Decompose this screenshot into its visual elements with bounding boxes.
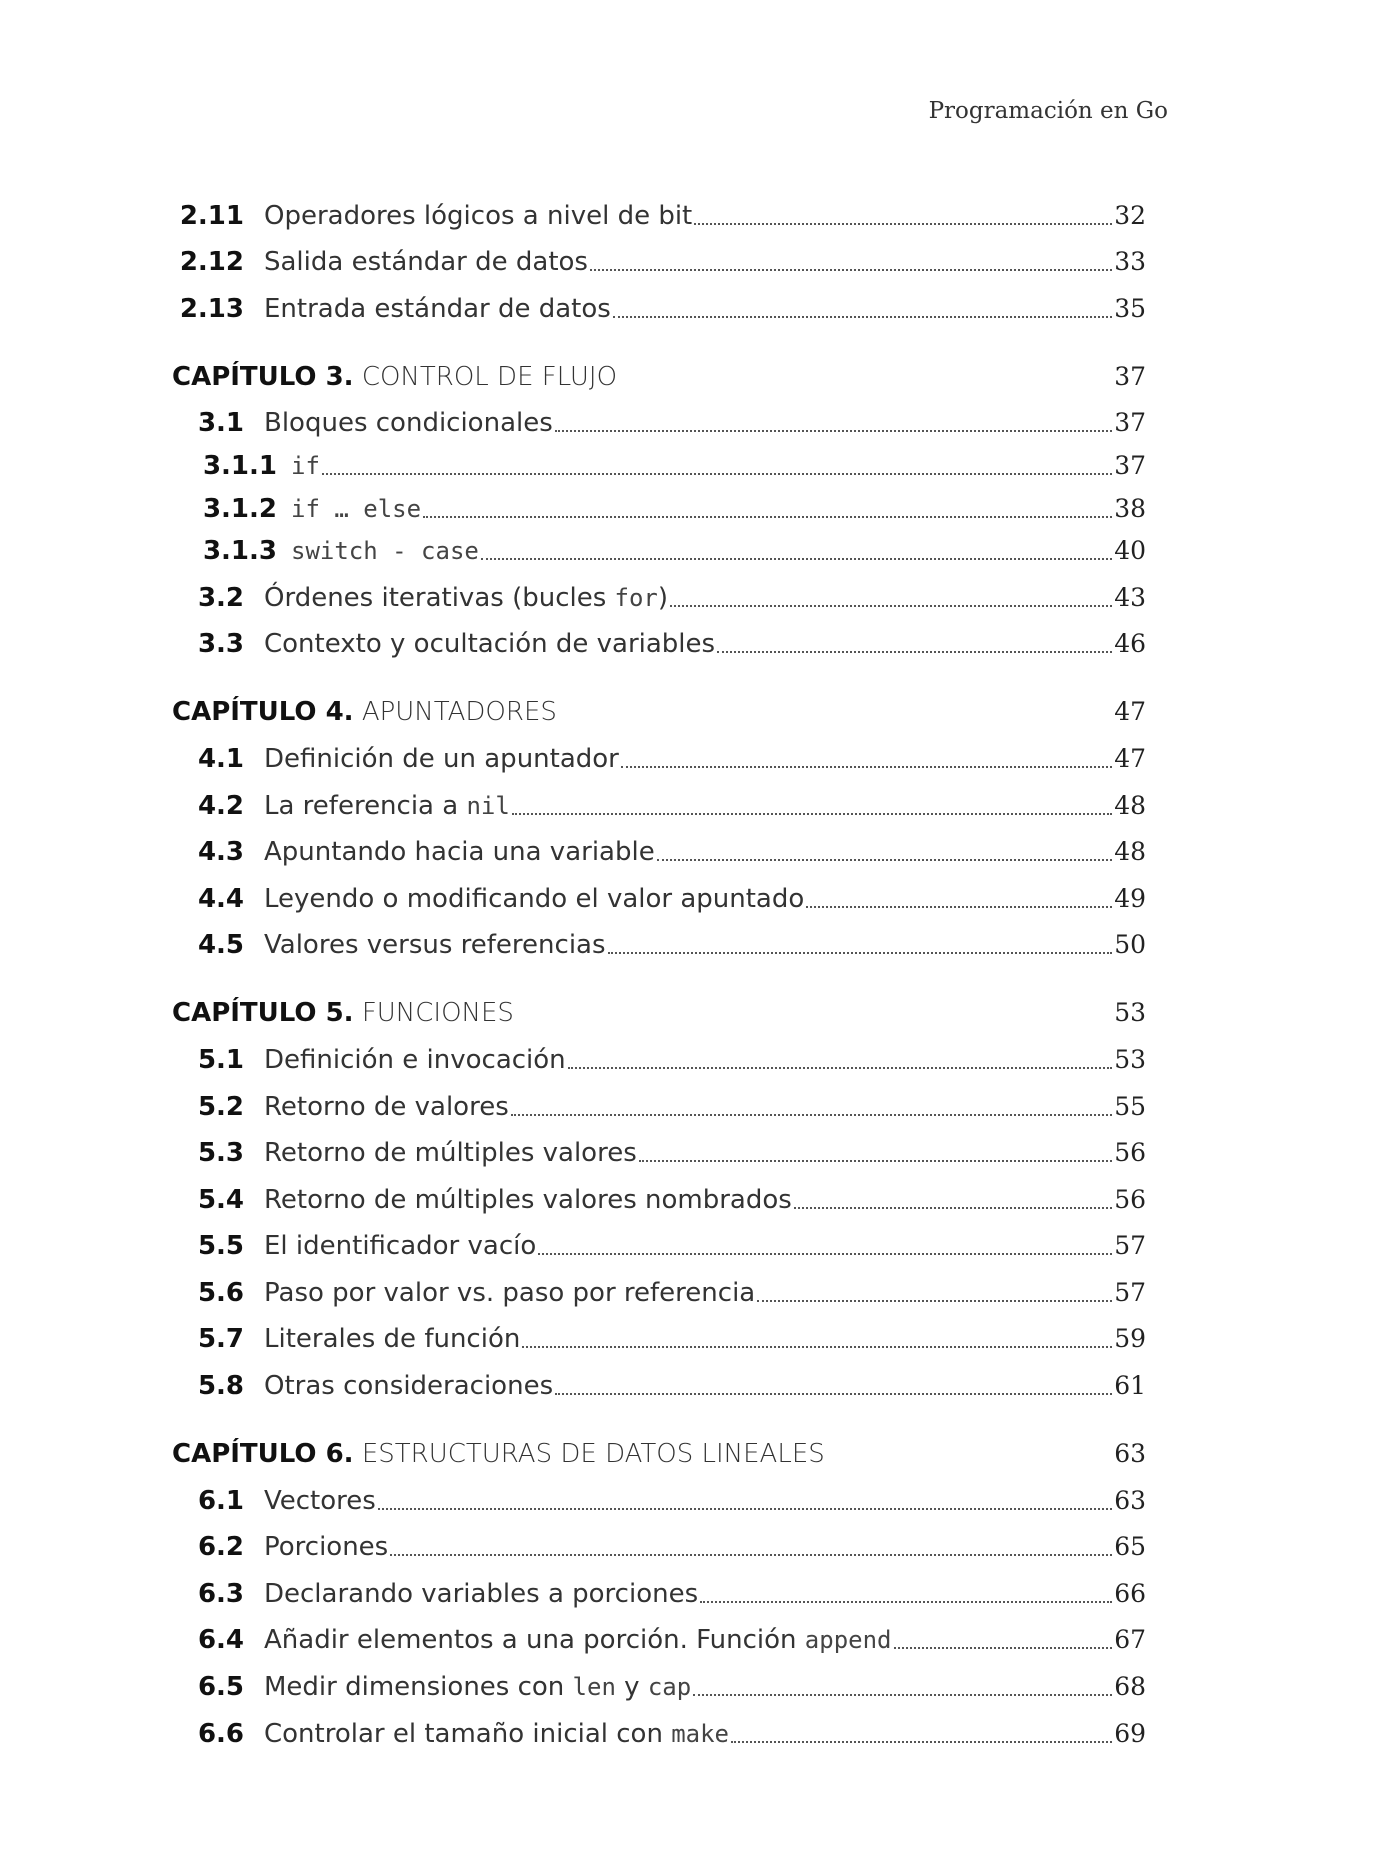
code-term: cap [647, 1673, 692, 1702]
toc-entry[interactable] [172, 1077, 1146, 1124]
dot-leader [639, 1160, 1112, 1162]
page-number: 57 [1114, 1277, 1146, 1307]
section-title [264, 627, 715, 661]
section-title [264, 1530, 388, 1564]
page-number: 57 [1114, 1231, 1146, 1261]
dot-leader [511, 1114, 1112, 1116]
toc-entry[interactable] [172, 568, 1146, 615]
dot-leader [390, 1554, 1112, 1556]
chapter-number: CAPÍTULO 4. [172, 697, 354, 728]
code-term: if [291, 451, 320, 480]
page-number: 37 [1114, 408, 1146, 438]
page-number: 68 [1114, 1672, 1146, 1702]
page-number: 43 [1114, 582, 1146, 612]
toc-entry[interactable] [172, 1263, 1146, 1310]
section-number: 5.6 [197, 1277, 244, 1308]
title-text: y [615, 1672, 648, 1703]
dot-leader [378, 1508, 1112, 1510]
dot-leader [423, 516, 1112, 518]
section-number: 4.3 [197, 837, 244, 868]
title-text: Valores versus referencias [264, 930, 606, 961]
toc-entry[interactable] [172, 1170, 1146, 1217]
page-number: 47 [1114, 743, 1146, 773]
page-number: 56 [1114, 1184, 1146, 1214]
section-number: 6.4 [197, 1625, 244, 1656]
dot-leader [322, 473, 1112, 475]
chapter-title [172, 360, 617, 394]
section-number: 3.3 [197, 629, 244, 660]
toc-subentry[interactable] [172, 440, 1146, 483]
section-number: 5.1 [197, 1044, 244, 1075]
title-text: Paso por valor vs. paso por referencia [264, 1277, 756, 1308]
code-term: make [671, 1719, 729, 1748]
dot-leader [794, 1207, 1112, 1209]
dot-leader [538, 1253, 1112, 1255]
section-number: 3.2 [197, 582, 244, 613]
toc-entry[interactable] [172, 1611, 1146, 1658]
page-number: 59 [1114, 1324, 1146, 1354]
dot-leader [731, 1741, 1112, 1743]
page-number: 48 [1114, 837, 1146, 867]
page-number: 48 [1114, 790, 1146, 820]
page-number: 47 [1114, 697, 1146, 727]
section-title [264, 245, 588, 279]
section-title [264, 581, 668, 615]
section-number: 2.13 [179, 293, 244, 324]
title-text: Controlar el tamaño inicial con [264, 1718, 672, 1749]
section-title [264, 882, 804, 916]
title-text: Añadir elementos a una porción. Función [264, 1625, 805, 1656]
page-number: 40 [1114, 536, 1146, 566]
page-number: 56 [1114, 1138, 1146, 1168]
title-text: Retorno de valores [264, 1091, 509, 1122]
dot-leader [693, 1694, 1112, 1696]
section-title [264, 1577, 698, 1611]
dot-leader [481, 558, 1112, 560]
page-number: 32 [1114, 200, 1146, 230]
section-number: 6.6 [197, 1718, 244, 1749]
page-number: 63 [1114, 1485, 1146, 1515]
dot-leader [512, 813, 1112, 815]
section-number: 5.2 [197, 1091, 244, 1122]
code-term: append [804, 1626, 892, 1655]
title-text: Órdenes iterativas (bucles [264, 582, 615, 613]
chapter-title [172, 1437, 825, 1471]
section-number: 5.5 [197, 1231, 244, 1262]
dot-leader [694, 223, 1112, 225]
chapter-number: CAPÍTULO 5. [172, 998, 354, 1029]
page-number: 61 [1114, 1371, 1146, 1401]
toc-entry[interactable] [172, 186, 1146, 233]
page-number: 65 [1114, 1532, 1146, 1562]
title-text: Medir dimensiones con [264, 1672, 573, 1703]
dot-leader [806, 906, 1112, 908]
toc-entry[interactable] [172, 279, 1146, 326]
chapter-name: FUNCIONES [361, 998, 514, 1029]
chapter-name: CONTROL DE FLUJO [361, 361, 618, 392]
title-text: El identificador vacío [264, 1231, 537, 1262]
toc-entry[interactable] [172, 729, 1146, 776]
page-number: 38 [1114, 493, 1146, 523]
page-number: 37 [1114, 450, 1146, 480]
chapter-heading[interactable] [172, 348, 1146, 394]
toc-entry[interactable] [172, 1030, 1146, 1077]
title-text: Retorno de múltiples valores nombrados [264, 1184, 792, 1215]
section-title [264, 1276, 755, 1310]
section-title [264, 1229, 536, 1263]
code-term: if … else [291, 494, 422, 523]
page-number: 49 [1114, 883, 1146, 913]
section-title [264, 1183, 792, 1217]
section-number: 2.12 [179, 247, 244, 278]
toc-entry[interactable] [172, 776, 1146, 823]
title-text: Apuntando hacia una variable [264, 837, 655, 868]
toc-entry[interactable] [172, 233, 1146, 280]
section-number: 6.5 [197, 1672, 244, 1703]
toc-entry[interactable] [172, 1310, 1146, 1357]
chapter-number: CAPÍTULO 3. [172, 361, 354, 392]
toc-entry[interactable] [172, 1217, 1146, 1264]
section-title [264, 1090, 509, 1124]
title-text: Entrada estándar de datos [264, 293, 611, 324]
page-number: 63 [1114, 1439, 1146, 1469]
dot-leader [568, 1067, 1113, 1069]
title-text: Vectores [264, 1485, 376, 1516]
code-term: switch - case [291, 537, 479, 566]
title-text: Leyendo o modificando el valor apuntado [264, 883, 805, 914]
dot-leader [700, 1601, 1112, 1603]
section-title [264, 1043, 566, 1077]
title-text: Definición e invocación [264, 1044, 566, 1075]
toc-entry[interactable] [172, 1356, 1146, 1403]
section-title [264, 199, 692, 233]
section-title [264, 742, 619, 776]
dot-leader [555, 430, 1112, 432]
section-title [264, 1484, 376, 1518]
title-text: Declarando variables a porciones [264, 1578, 699, 1609]
title-text: Porciones [264, 1532, 389, 1563]
section-title [264, 835, 655, 869]
section-number: 4.4 [197, 883, 244, 914]
toc-entry[interactable] [172, 1564, 1146, 1611]
section-title [264, 1717, 729, 1751]
section-number: 4.1 [197, 743, 244, 774]
title-text: Literales de función [264, 1324, 521, 1355]
toc-entry[interactable] [172, 615, 1146, 662]
dot-leader [657, 859, 1112, 861]
dot-leader [608, 952, 1113, 954]
section-title [264, 1369, 553, 1403]
section-number: 3.1.2 [202, 493, 277, 524]
toc-entry[interactable] [172, 823, 1146, 870]
chapter-heading[interactable] [172, 683, 1146, 729]
title-text: Retorno de múltiples valores [264, 1138, 637, 1169]
section-number: 6.2 [197, 1532, 244, 1563]
section-title [264, 1136, 637, 1170]
title-text: Otras consideraciones [264, 1371, 554, 1402]
page-number: 67 [1114, 1625, 1146, 1655]
toc-entry[interactable] [172, 394, 1146, 441]
code-term: for [614, 583, 658, 612]
page-number: 50 [1114, 930, 1146, 960]
title-text: Operadores lógicos a nivel de bit [264, 200, 693, 231]
toc-subentry[interactable] [172, 483, 1146, 526]
chapter-title [172, 996, 514, 1030]
title-text: Bloques condicionales [264, 408, 553, 439]
dot-leader [555, 1393, 1112, 1395]
title-text: Definición de un apuntador [264, 743, 619, 774]
toc-entry[interactable] [172, 1124, 1146, 1171]
section-number: 6.1 [197, 1485, 244, 1516]
section-title [291, 492, 421, 526]
title-text: La referencia a [264, 790, 467, 821]
title-text: Contexto y ocultación de variables [264, 629, 716, 660]
running-head: Programación en Go [928, 98, 1168, 124]
dot-leader [522, 1346, 1112, 1348]
dot-leader [717, 651, 1112, 653]
section-number: 3.1.3 [202, 536, 277, 567]
section-number: 3.1.1 [202, 450, 277, 481]
section-title [264, 928, 606, 962]
dot-leader [757, 1300, 1112, 1302]
section-number: 5.7 [197, 1324, 244, 1355]
page-number: 37 [1114, 361, 1146, 391]
dot-leader [670, 605, 1112, 607]
section-title [264, 292, 611, 326]
section-number: 6.3 [197, 1578, 244, 1609]
chapter-name: APUNTADORES [361, 697, 557, 728]
section-number: 5.8 [197, 1371, 244, 1402]
toc-entry[interactable] [172, 1657, 1146, 1704]
dot-leader [621, 766, 1112, 768]
page-number: 69 [1114, 1718, 1146, 1748]
section-number: 5.3 [197, 1138, 244, 1169]
page-number: 35 [1114, 293, 1146, 323]
dot-leader [894, 1647, 1113, 1649]
section-title [291, 534, 479, 568]
code-term: nil [466, 791, 510, 820]
section-number: 2.11 [179, 200, 244, 231]
chapter-number: CAPÍTULO 6. [172, 1439, 354, 1470]
code-term: len [572, 1673, 616, 1702]
dot-leader [590, 269, 1112, 271]
page-number: 53 [1114, 998, 1146, 1028]
section-title [291, 449, 320, 483]
page-number: 66 [1114, 1578, 1146, 1608]
toc-subentry[interactable] [172, 526, 1146, 569]
page-number: 53 [1114, 1044, 1146, 1074]
toc-entry[interactable] [172, 1518, 1146, 1565]
section-title [264, 789, 510, 823]
chapter-heading[interactable] [172, 1425, 1146, 1471]
toc-entry[interactable] [172, 1704, 1146, 1751]
section-number: 5.4 [197, 1184, 244, 1215]
page-number: 55 [1114, 1091, 1146, 1121]
toc-entry[interactable] [172, 916, 1146, 963]
dot-leader [613, 316, 1112, 318]
table-of-contents [172, 186, 1146, 1751]
toc-entry[interactable] [172, 1471, 1146, 1518]
toc-entry[interactable] [172, 869, 1146, 916]
section-number: 4.2 [197, 790, 244, 821]
chapter-title [172, 695, 557, 729]
chapter-heading[interactable] [172, 984, 1146, 1030]
section-number: 3.1 [197, 408, 244, 439]
page-number: 46 [1114, 629, 1146, 659]
title-text: Salida estándar de datos [264, 247, 588, 278]
title-text: ) [657, 582, 669, 613]
section-title [264, 1623, 892, 1657]
section-title [264, 1322, 520, 1356]
chapter-name: ESTRUCTURAS DE DATOS LINEALES [361, 1439, 825, 1470]
section-number: 4.5 [197, 930, 244, 961]
page-number: 33 [1114, 247, 1146, 277]
section-title [264, 406, 553, 440]
section-title [264, 1670, 691, 1704]
